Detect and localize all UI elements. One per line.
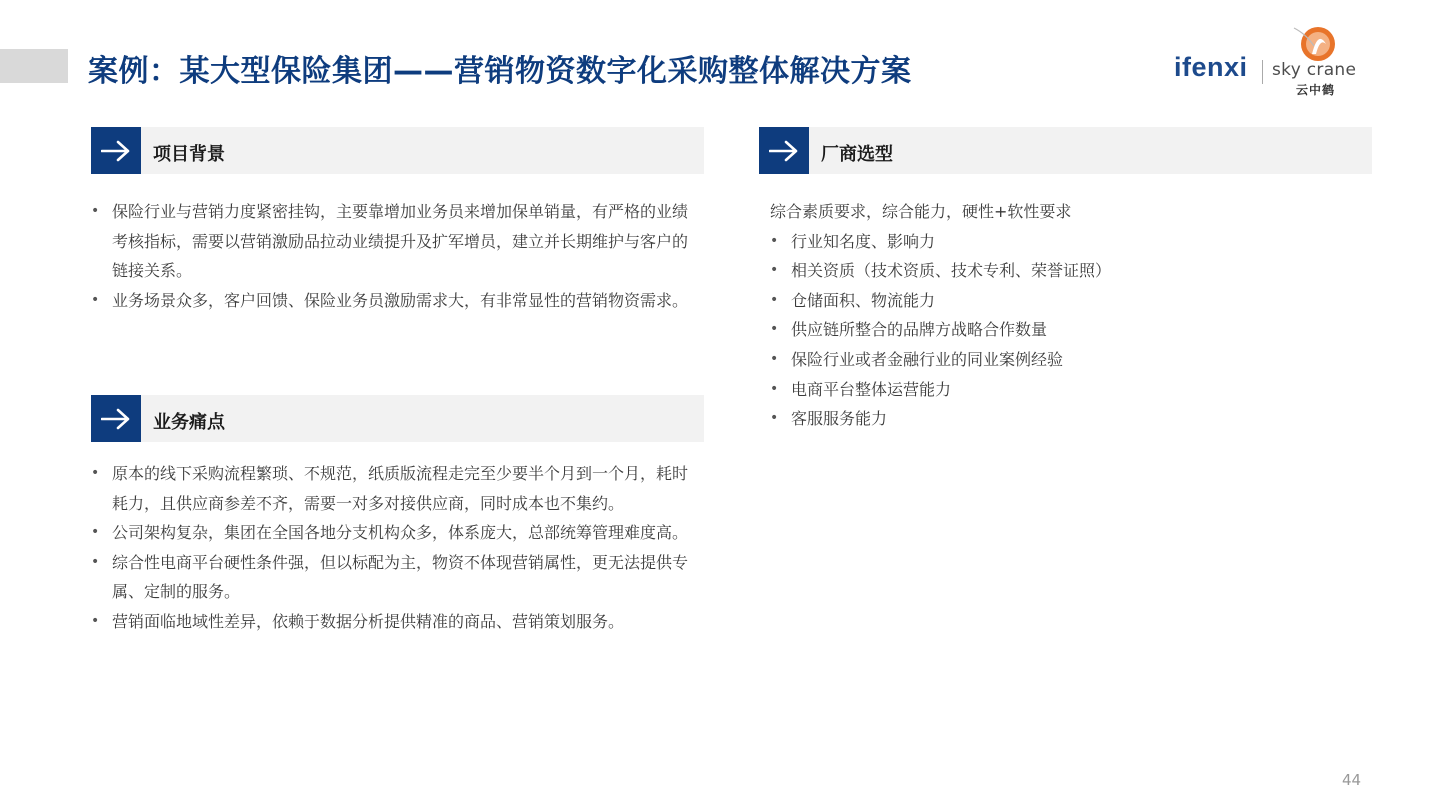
list-item: • 相关资质（技术资质、技术专利、荣誉证照） — [770, 256, 1370, 286]
list-item: • 公司架构复杂，集团在全国各地分支机构众多，体系庞大，总部统筹管理难度高。 — [91, 518, 703, 548]
logo-area — [1172, 24, 1372, 104]
ifenxi-logo: ifenxi — [1174, 52, 1248, 82]
title-tab-decoration — [0, 49, 68, 83]
list-item: • 行业知名度、影响力 — [770, 227, 1370, 257]
page-number: 44 — [1342, 771, 1362, 789]
background-list — [91, 197, 703, 315]
vendor-intro: 综合素质要求，综合能力，硬性+软性要求 — [770, 202, 1072, 221]
arrow-right-icon — [91, 127, 141, 174]
section-header-background — [91, 127, 704, 174]
list-item: • 综合性电商平台硬性条件强，但以标配为主，物资不体现营销属性，更无法提供专属、定制的服务。 — [91, 548, 703, 607]
bullet-icon: • — [770, 410, 779, 427]
list-item: • 保险行业或者金融行业的同业案例经验 — [770, 345, 1370, 375]
bullet-icon: • — [770, 321, 779, 338]
bullet-icon: • — [91, 465, 100, 481]
list-item: • 仓储面积、物流能力 — [770, 286, 1370, 316]
arrow-right-icon — [91, 395, 141, 442]
list-item: • 供应链所整合的品牌方战略合作数量 — [770, 315, 1370, 345]
logo-divider — [1262, 60, 1263, 84]
page-title: 案例：某大型保险集团——营销物资数字化采购整体解决方案 — [88, 54, 912, 89]
vendor-list — [770, 227, 1370, 434]
bullet-icon: • — [770, 350, 779, 367]
bullet-icon: • — [91, 553, 100, 570]
list-item: • 营销面临地域性差异，依赖于数据分析提供精准的商品、营销策划服务。 — [91, 607, 703, 637]
section-title-background: 项目背景 — [153, 144, 225, 165]
bullet-icon: • — [91, 203, 100, 219]
list-item: • 原本的线下采购流程繁琐、不规范，纸质版流程走完至少要半个月到一个月，耗时耗力，且供应商参差不齐，需要一对多对接供应商，同时成本也不集约。 — [91, 459, 703, 518]
section-title-pain: 业务痛点 — [153, 412, 225, 433]
list-item: • 电商平台整体运营能力 — [770, 375, 1370, 405]
bullet-icon: • — [91, 291, 100, 308]
bullet-icon: • — [770, 232, 779, 249]
list-item: • 业务场景众多，客户回馈、保险业务员激励需求大，有非常显性的营销物资需求。 — [91, 286, 703, 316]
bullet-icon: • — [770, 262, 779, 279]
skycrane-logo-cn: 云中鹤 — [1296, 83, 1336, 97]
list-item: • 保险行业与营销力度紧密挂钩，主要靠增加业务员来增加保单销量，有严格的业绩考核指标，需要以营销激励品拉动业绩提升及扩军增员，建立并长期维护与客户的链接关系。 — [91, 197, 703, 286]
pain-list — [91, 459, 703, 637]
section-title-vendor: 厂商选型 — [821, 144, 893, 165]
bullet-icon: • — [91, 524, 100, 541]
bullet-icon: • — [770, 291, 779, 308]
list-item: • 客服服务能力 — [770, 404, 1370, 434]
skycrane-logo-text: sky crane — [1272, 60, 1357, 80]
crane-logo-icon — [1292, 24, 1336, 64]
arrow-right-icon — [759, 127, 809, 174]
section-header-pain — [91, 395, 704, 442]
bullet-icon: • — [770, 380, 779, 397]
bullet-icon: • — [91, 612, 100, 629]
section-header-vendor — [759, 127, 1372, 174]
